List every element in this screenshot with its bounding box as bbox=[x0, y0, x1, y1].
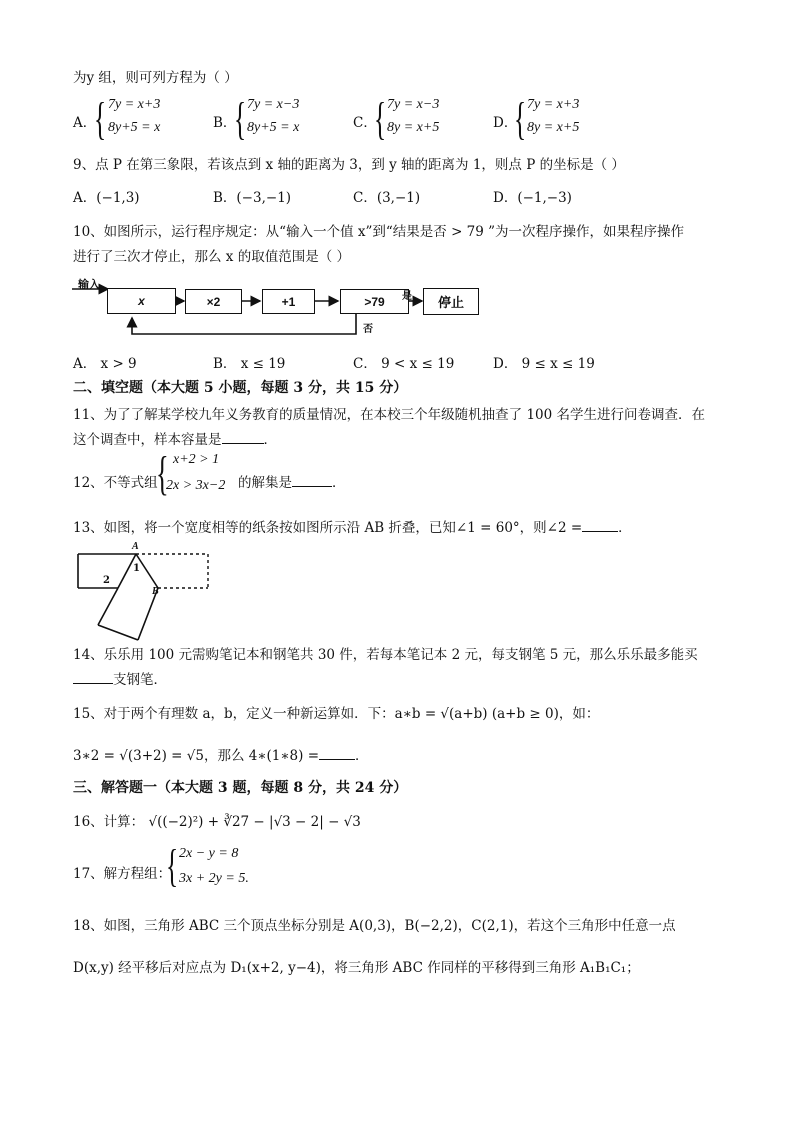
q10-stem-line1: 10、如图所示，运行程序规定：从“输入一个值 x”到“结果是否 > 79 ”为一次程序操作，如果程序操作 bbox=[73, 224, 685, 240]
q8-b-eq2: 8y+5 = x bbox=[247, 120, 300, 135]
q8-option-b-label: B． bbox=[213, 115, 237, 131]
point-b-label: B bbox=[152, 586, 159, 597]
brace-icon: { bbox=[514, 93, 527, 144]
q9-option-c[interactable]: C．(3,−1) bbox=[353, 190, 421, 206]
q14-line1: 14、乐乐用 100 元需购笔记本和钢笔共 30 件，若每本笔记本 2 元，每支钢笔 5 元，那么乐乐最多能买 bbox=[73, 647, 698, 663]
q12-end: ． bbox=[332, 475, 346, 491]
q10-option-d[interactable]: D． 9 ≤ x ≤ 19 bbox=[493, 356, 595, 372]
q8-c-eq1: 7y = x−3 bbox=[387, 97, 440, 112]
q12-answer-blank[interactable] bbox=[292, 472, 332, 487]
flow-no-label: 否 bbox=[363, 324, 373, 335]
q8-d-eq2: 8y = x+5 bbox=[527, 120, 580, 135]
brace-icon: { bbox=[94, 93, 107, 144]
q13-line bbox=[73, 516, 632, 536]
flow-box-times2: ×2 bbox=[185, 289, 242, 314]
q14-line2 bbox=[73, 668, 167, 688]
flow-yes-label: 是 bbox=[402, 291, 412, 302]
q9-option-b[interactable]: B．(−3,−1) bbox=[213, 190, 292, 206]
paper-fold-figure bbox=[72, 540, 217, 648]
q8-c-eq2: 8y = x+5 bbox=[387, 120, 440, 135]
q15-line2-text: 3∗2 = √(3+2) = √5，那么 4∗(1∗8) = bbox=[73, 748, 320, 764]
flow-box-x: x bbox=[107, 288, 176, 314]
q12-suffix-text: 的解集是 bbox=[238, 475, 292, 491]
q18-line2: D(x,y) 经平移后对应点为 D₁(x+2, y−4)，将三角形 ABC 作同样的平移得到三角形 A₁B₁C₁； bbox=[73, 960, 640, 976]
q8-a-eq2: 8y+5 = x bbox=[108, 120, 161, 135]
angle-2-label: 2 bbox=[103, 575, 110, 586]
q15-end: ． bbox=[355, 748, 369, 764]
q13-text: 13、如图，将一个宽度相等的纸条按如图所示沿 AB 折叠，已知∠1 = 60°，则∠2 = bbox=[73, 520, 583, 536]
q8-b-eq1: 7y = x−3 bbox=[247, 97, 300, 112]
q8-option-a-label: A． bbox=[73, 115, 97, 131]
brace-icon: { bbox=[234, 93, 247, 144]
q12-ineq2: 2x > 3x−2 bbox=[166, 478, 226, 493]
q15-answer-blank[interactable] bbox=[319, 745, 355, 760]
flow-box-gt79: >79 bbox=[340, 289, 409, 314]
q10-option-a[interactable]: A． x > 9 bbox=[73, 356, 137, 372]
q11-line1: 11、为了了解某学校九年义务教育的质量情况，在本校三个年级随机抽查了 100 名学生进行问卷调查．在 bbox=[73, 407, 706, 423]
q18-line1: 18、如图，三角形 ABC 三个顶点坐标分别是 A(0,3)，B(−2,2)，C(2,1)，若这个三角形中任意一点 bbox=[73, 918, 676, 934]
q17-prefix: 17、解方程组： bbox=[73, 866, 172, 882]
flow-input-label: 输入 bbox=[78, 279, 100, 291]
q8-stem-tail: 为y 组，则可列方程为（ ） bbox=[73, 70, 238, 86]
brace-icon: { bbox=[374, 93, 387, 144]
brace-icon: { bbox=[156, 447, 169, 500]
q8-d-eq1: 7y = x+3 bbox=[527, 97, 580, 112]
q13-end: ． bbox=[618, 520, 632, 536]
q15-line2 bbox=[73, 744, 369, 764]
q17-eq2: 3x + 2y = 5. bbox=[179, 871, 249, 886]
q16-text: 16、计算： √((−2)²) + ∛27 − |√3 − 2| − √3 bbox=[73, 814, 361, 830]
q14-line2-text: 支钢笔． bbox=[113, 672, 167, 688]
q8-option-c-label: C． bbox=[353, 115, 377, 131]
q8-option-d-label: D． bbox=[493, 115, 518, 131]
q10-stem-line2: 进行了三次才停止，那么 x 的取值范围是（ ） bbox=[73, 249, 350, 265]
q11-line2-text: 这个调查中，样本容量是 bbox=[73, 432, 222, 448]
point-a-label: A bbox=[132, 541, 139, 552]
angle-1-label: 1 bbox=[133, 563, 140, 574]
q13-answer-blank[interactable] bbox=[582, 517, 618, 532]
q11-answer-blank[interactable] bbox=[222, 429, 264, 444]
q11-line2-end: ． bbox=[263, 432, 277, 448]
section2-heading: 二、填空题（本大题 5 小题，每题 3 分，共 15 分） bbox=[73, 380, 408, 396]
brace-icon: { bbox=[166, 840, 179, 891]
q12-ineq1: x+2 > 1 bbox=[173, 452, 220, 467]
q9-option-a[interactable]: A．(−1,3) bbox=[73, 190, 140, 206]
flow-box-plus1: +1 bbox=[262, 289, 315, 314]
section3-heading: 三、解答题一（本大题 3 题，每题 8 分，共 24 分） bbox=[73, 780, 408, 796]
q9-option-d[interactable]: D．(−1,−3) bbox=[493, 190, 572, 206]
q8-a-eq1: 7y = x+3 bbox=[108, 97, 161, 112]
q17-eq1: 2x − y = 8 bbox=[179, 846, 239, 861]
q10-option-c[interactable]: C． 9 < x ≤ 19 bbox=[353, 356, 455, 372]
q11-line2 bbox=[73, 428, 277, 448]
q12-suffix bbox=[238, 471, 346, 491]
flow-box-stop: 停止 bbox=[423, 288, 479, 315]
q10-option-b[interactable]: B． x ≤ 19 bbox=[213, 356, 286, 372]
q9-stem: 9、点 P 在第三象限，若该点到 x 轴的距离为 3，到 y 轴的距离为 1，则点 P 的坐标是（ ） bbox=[73, 157, 625, 173]
q15-line1: 15、对于两个有理数 a，b，定义一种新运算如．下：a∗b = √(a+b) (a+b ≥ 0)，如： bbox=[73, 706, 600, 722]
q14-answer-blank[interactable] bbox=[73, 669, 113, 684]
q12-prefix: 12、不等式组 bbox=[73, 475, 158, 491]
